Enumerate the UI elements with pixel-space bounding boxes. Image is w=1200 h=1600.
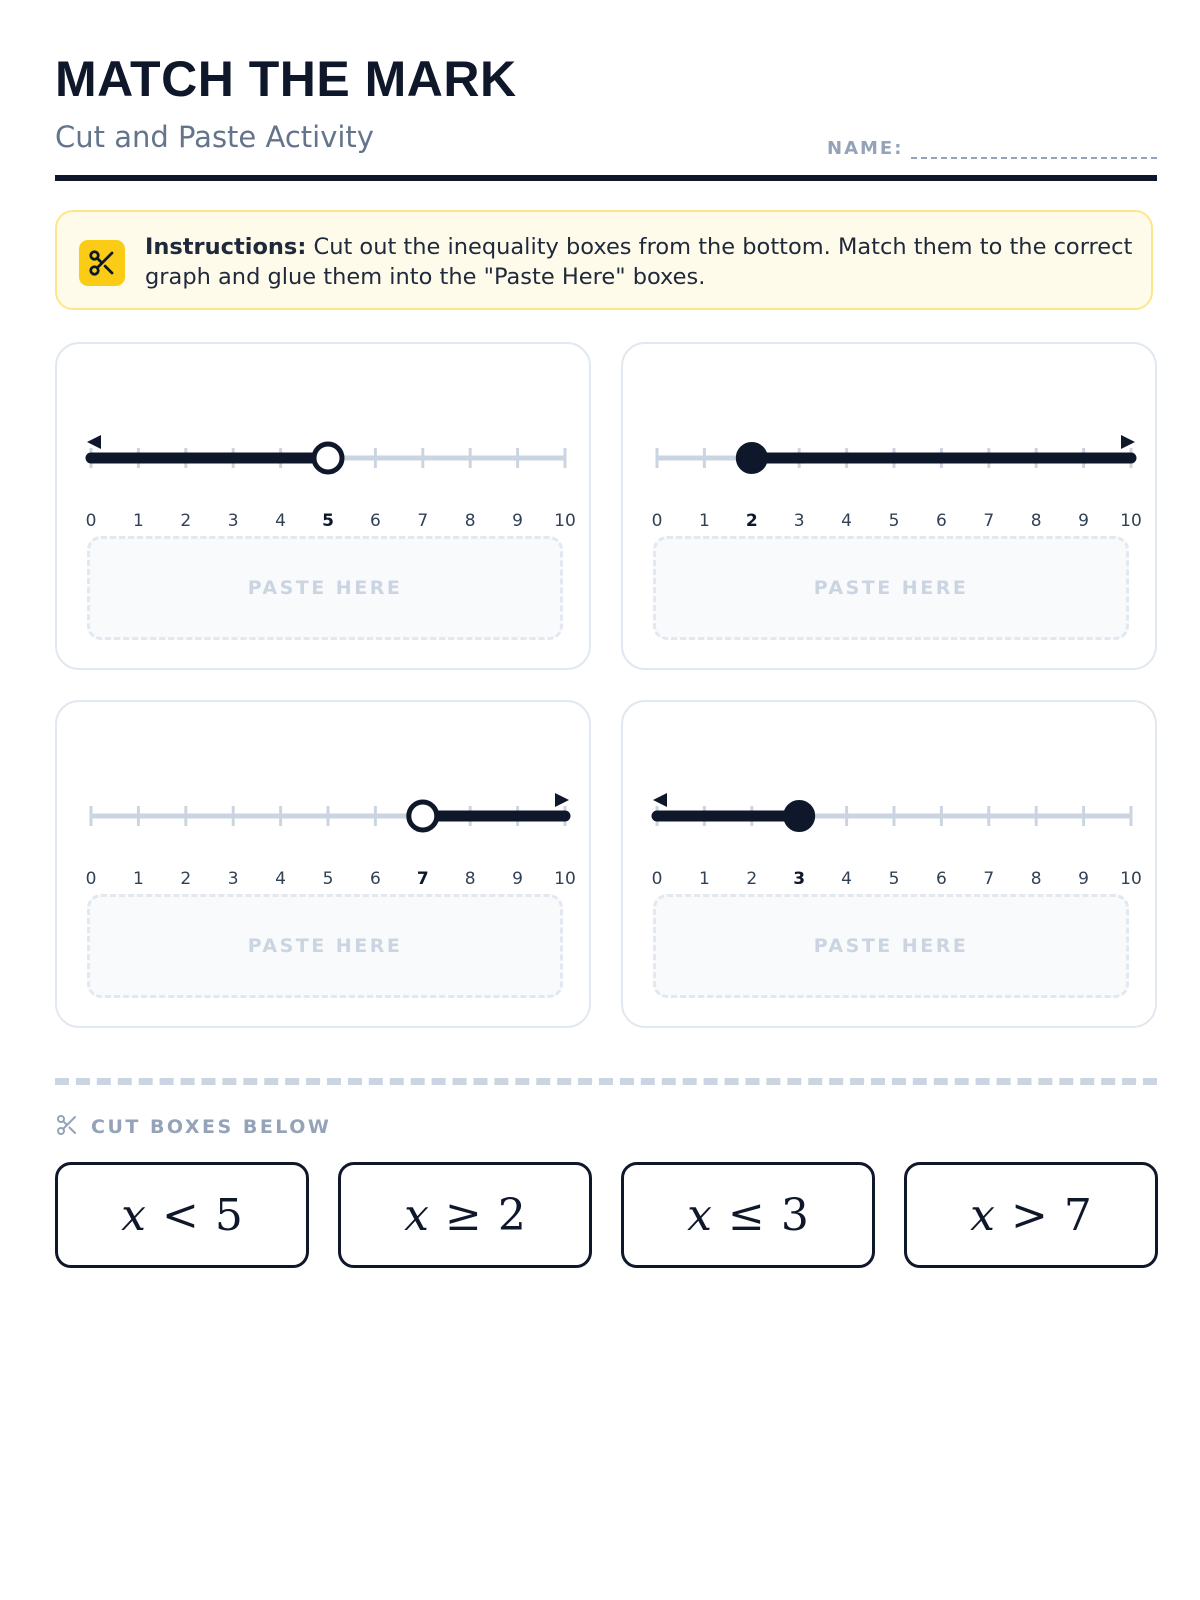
inequality-operator: < <box>161 1189 199 1241</box>
tick-label: 9 <box>512 511 524 531</box>
tick-label: 9 <box>1078 511 1090 531</box>
inequality-expression <box>687 1190 809 1241</box>
tick-label: 1 <box>698 869 710 889</box>
tick-label: 0 <box>85 869 97 889</box>
arrow-head <box>1121 435 1135 449</box>
tick-label: 1 <box>132 511 144 531</box>
tick-label: 10 <box>1120 869 1142 889</box>
tick-label: 10 <box>554 869 576 889</box>
paste-here-box[interactable]: PASTE HERE <box>87 536 563 640</box>
inequality-expression <box>121 1190 243 1241</box>
number-line <box>649 742 1142 902</box>
inequality-variable: x <box>404 1189 429 1241</box>
tick-label: 3 <box>793 869 806 889</box>
open-point <box>409 802 437 830</box>
paste-here-box[interactable]: PASTE HERE <box>653 894 1129 998</box>
tick-label: 8 <box>464 511 476 531</box>
page-subtitle: Cut and Paste Activity <box>55 120 374 154</box>
tick-label: 10 <box>554 511 576 531</box>
paste-here-box[interactable]: PASTE HERE <box>87 894 563 998</box>
tick-label: 6 <box>369 869 381 889</box>
tick-label: 6 <box>935 511 947 531</box>
tick-label: 2 <box>746 869 758 889</box>
name-line[interactable] <box>911 137 1157 159</box>
tick-label: 3 <box>793 511 805 531</box>
inequality-variable: x <box>970 1189 995 1241</box>
number-line <box>649 384 1142 544</box>
graph-card <box>621 342 1157 670</box>
instructions-text <box>145 232 1135 292</box>
tick-label: 3 <box>227 869 239 889</box>
graph-card <box>55 342 591 670</box>
inequality-variable: x <box>121 1189 146 1241</box>
instructions-body: Cut out the inequality boxes from the bottom. Match them to the correct graph and glue them into the "Paste Here" boxes. <box>145 234 1133 290</box>
number-line <box>83 742 576 902</box>
number-line <box>83 384 576 544</box>
instructions-label: Instructions: <box>145 234 307 260</box>
tick-label: 10 <box>1120 511 1142 531</box>
tick-label: 5 <box>322 869 334 889</box>
inequality-variable: x <box>687 1189 712 1241</box>
graph-card <box>621 700 1157 1028</box>
tick-label: 7 <box>416 869 429 889</box>
tick-label: 5 <box>888 869 900 889</box>
scissors-icon <box>79 240 125 286</box>
cut-section-text: CUT BOXES BELOW <box>91 1116 332 1138</box>
tick-label: 8 <box>1030 869 1042 889</box>
inequality-number: 3 <box>780 1189 809 1241</box>
tick-label: 1 <box>698 511 710 531</box>
tick-label: 5 <box>888 511 900 531</box>
inequality-operator: ≥ <box>444 1189 482 1241</box>
page-title: MATCH THE MARK <box>55 51 517 107</box>
tick-label: 9 <box>512 869 524 889</box>
tick-label: 9 <box>1078 869 1090 889</box>
tick-label: 4 <box>841 869 853 889</box>
header-divider <box>55 175 1157 181</box>
tick-label: 4 <box>275 511 287 531</box>
tick-label: 2 <box>180 869 192 889</box>
tick-label: 6 <box>369 511 381 531</box>
cut-box-inequality[interactable] <box>55 1162 309 1268</box>
tick-label: 1 <box>132 869 144 889</box>
tick-label: 0 <box>651 869 663 889</box>
arrow-head <box>653 793 667 807</box>
cut-box-inequality[interactable] <box>621 1162 875 1268</box>
tick-label: 6 <box>935 869 947 889</box>
cut-box-inequality[interactable] <box>904 1162 1158 1268</box>
cut-line <box>55 1078 1157 1085</box>
inequality-operator: ≤ <box>727 1189 765 1241</box>
inequality-number: 5 <box>214 1189 243 1241</box>
inequality-expression <box>970 1190 1092 1241</box>
tick-label: 2 <box>745 511 758 531</box>
tick-label: 8 <box>464 869 476 889</box>
name-label: NAME: <box>827 138 904 159</box>
cut-box-inequality[interactable] <box>338 1162 592 1268</box>
open-point <box>314 444 342 472</box>
inequality-operator: > <box>1010 1189 1048 1241</box>
tick-label: 8 <box>1030 511 1042 531</box>
graph-card <box>55 700 591 1028</box>
inequality-expression <box>404 1190 526 1241</box>
tick-label: 0 <box>85 511 97 531</box>
tick-label: 7 <box>417 511 429 531</box>
tick-label: 4 <box>841 511 853 531</box>
inequality-number: 2 <box>497 1189 526 1241</box>
inequality-number: 7 <box>1063 1189 1092 1241</box>
tick-label: 5 <box>322 511 334 531</box>
arrow-head <box>555 793 569 807</box>
closed-point <box>785 802 813 830</box>
tick-label: 7 <box>983 511 995 531</box>
scissors-icon <box>55 1113 79 1141</box>
cut-section-label <box>55 1113 331 1141</box>
paste-here-box[interactable]: PASTE HERE <box>653 536 1129 640</box>
tick-label: 3 <box>227 511 239 531</box>
arrow-head <box>87 435 101 449</box>
tick-label: 7 <box>983 869 995 889</box>
tick-label: 4 <box>275 869 287 889</box>
closed-point <box>738 444 766 472</box>
name-field[interactable] <box>827 137 1157 159</box>
tick-label: 2 <box>180 511 192 531</box>
instructions-box <box>55 210 1153 310</box>
tick-label: 0 <box>651 511 663 531</box>
